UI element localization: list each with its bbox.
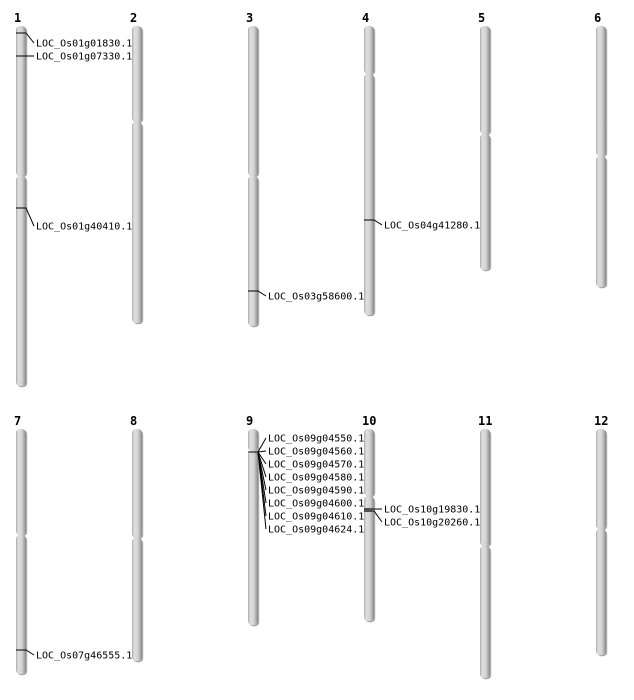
- chromosome-long-arm: [480, 134, 490, 270]
- gene-label: LOC_Os10g20260.1: [384, 517, 481, 529]
- chromosome-label: 12: [594, 414, 609, 428]
- chromosome-short-arm: [16, 26, 26, 176]
- chromosome-long-arm: [596, 156, 606, 287]
- gene-label: LOC_Os09g04624.1: [268, 524, 365, 536]
- chromosome-9: [246, 414, 259, 626]
- chromosome-long-arm: [16, 535, 26, 674]
- chromosome-label: 10: [362, 414, 377, 428]
- chromosome-label: 3: [246, 11, 254, 25]
- chromosome-long-arm: [480, 546, 490, 678]
- chromosome-short-arm: [364, 429, 374, 496]
- chromosome-label: 5: [478, 11, 486, 25]
- chromosome-6: [594, 11, 607, 288]
- gene-label: LOC_Os01g01830.1: [36, 38, 133, 50]
- gene-label: LOC_Os07g46555.1: [36, 650, 133, 662]
- chromosome-11: [478, 414, 492, 679]
- gene-label: LOC_Os09g04560.1: [268, 446, 365, 458]
- chromosome-3: [246, 11, 259, 327]
- chromosome-long-arm: [132, 122, 142, 323]
- chromosome-4: [362, 11, 375, 316]
- chromosome-label: 9: [246, 414, 254, 428]
- chromosome-long-arm: [364, 496, 374, 621]
- chromosome-short-arm: [480, 429, 490, 546]
- chromosome-short-arm: [248, 429, 258, 451]
- gene-label: LOC_Os09g04580.1: [268, 472, 365, 484]
- gene-label: LOC_Os01g40410.1: [36, 221, 133, 233]
- chromosome-label: 6: [594, 11, 602, 25]
- gene-label: LOC_Os03g58600.1: [268, 291, 365, 303]
- gene-label: LOC_Os09g04550.1: [268, 433, 365, 445]
- chromosome-label: 2: [130, 11, 138, 25]
- chromosome-long-arm: [596, 529, 606, 655]
- gene-label: LOC_Os10g19830.1: [384, 504, 481, 516]
- gene-label: LOC_Os09g04570.1: [268, 459, 365, 471]
- chromosome-short-arm: [364, 26, 374, 74]
- chromosome-1: [14, 11, 27, 387]
- chromosome-long-arm: [364, 74, 374, 315]
- chromosome-short-arm: [248, 26, 258, 176]
- chromosome-label: 1: [14, 11, 22, 25]
- gene-label: LOC_Os09g04590.1: [268, 485, 365, 497]
- chromosome-label: 11: [478, 414, 493, 428]
- chromosome-8: [130, 414, 143, 662]
- chromosome-label: 8: [130, 414, 138, 428]
- chromosome-long-arm: [248, 176, 258, 326]
- chromosome-label: 7: [14, 414, 22, 428]
- chromosome-short-arm: [596, 429, 606, 529]
- chromosome-long-arm: [132, 538, 142, 661]
- gene-label: LOC_Os04g41280.1: [384, 220, 481, 232]
- chromosome-label: 4: [362, 11, 370, 25]
- chromosome-long-arm: [248, 451, 258, 625]
- chromosome-short-arm: [16, 429, 26, 535]
- chromosome-short-arm: [596, 26, 606, 156]
- gene-label: LOC_Os09g04600.1: [268, 498, 365, 510]
- chromosome-short-arm: [132, 26, 142, 122]
- gene-label: LOC_Os01g07330.1: [36, 51, 133, 63]
- chromosome-short-arm: [132, 429, 142, 538]
- gene-cluster-band: [364, 508, 374, 512]
- chromosome-short-arm: [480, 26, 490, 134]
- chromosome-5: [478, 11, 491, 271]
- gene-label: LOC_Os09g04610.1: [268, 511, 365, 523]
- chromosome-7: [14, 414, 27, 675]
- chromosome-12: [594, 414, 608, 656]
